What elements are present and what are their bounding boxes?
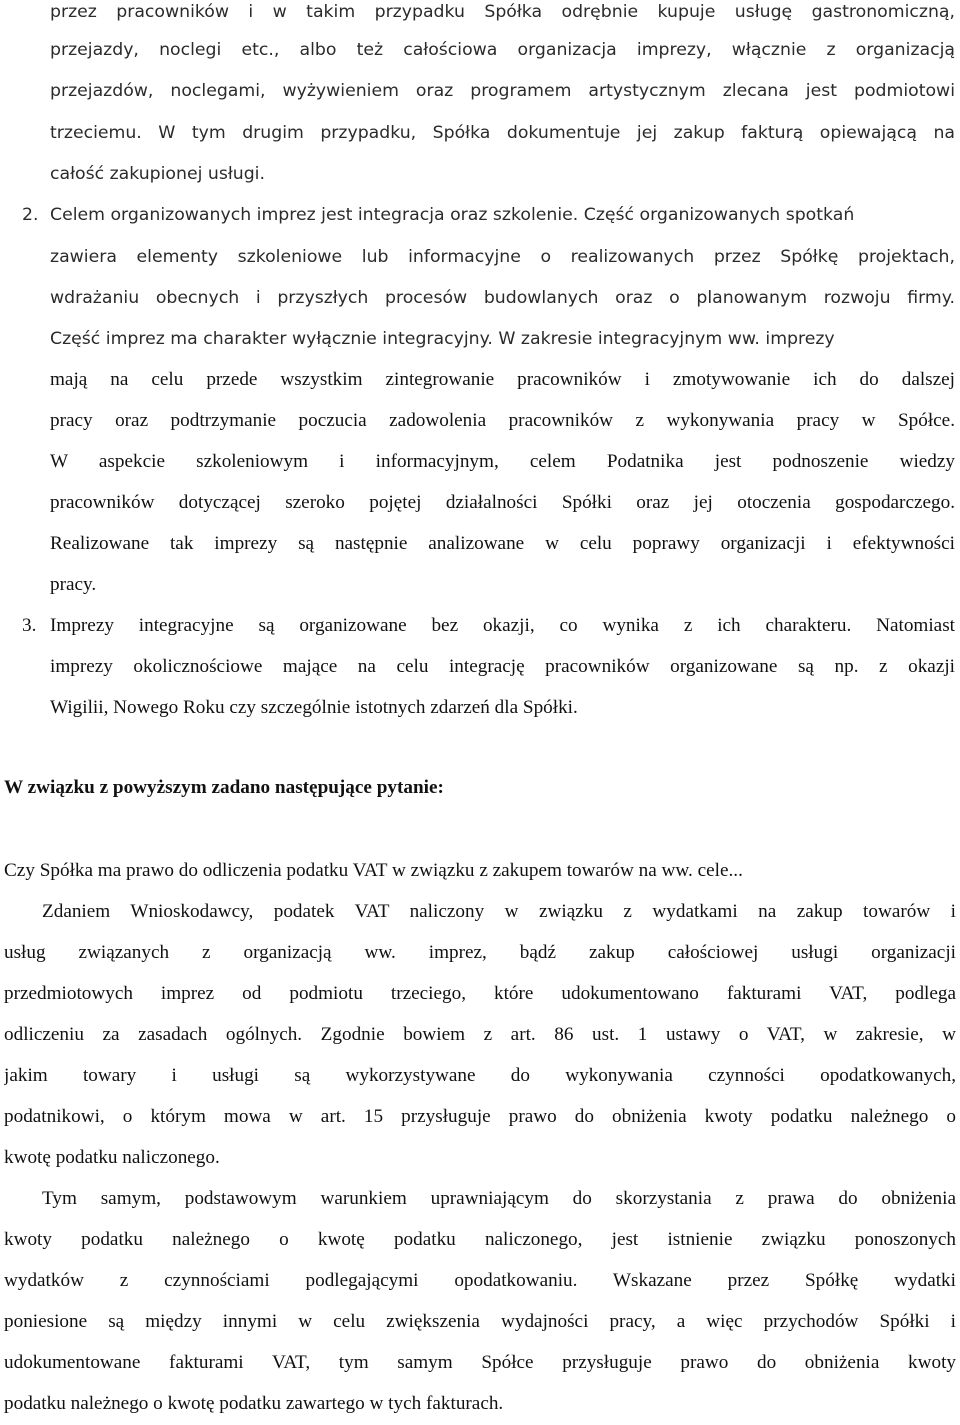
text-line: przejazdy, noclegi etc., albo też całościowa organizacja imprezy, włącznie z organizacją	[50, 40, 955, 60]
text-line: Tym samym, podstawowym warunkiem uprawniającym do skorzystania z prawa do obniżenia	[42, 1188, 956, 1209]
text-line: Realizowane tak imprezy są następnie analizowane w celu poprawy organizacji i efektywności	[50, 533, 955, 554]
text-line: odliczeniu za zasadach ogólnych. Zgodnie bowiem z art. 86 ust. 1 ustawy o VAT, w zakresie, w	[4, 1024, 956, 1045]
text-line: trzeciemu. W tym drugim przypadku, Spółka dokumentuje jej zakup fakturą opiewającą na	[50, 123, 955, 143]
text-line: wdrażaniu obecnych i przyszłych procesów budowlanych oraz o planowanym rozwoju firmy.	[50, 288, 955, 308]
text-line: pracowników dotyczącej szeroko pojętej działalności Spółki oraz jej otoczenia gospodarczego.	[50, 492, 955, 513]
text-line: podatku należnego o kwotę podatku zawartego w tych fakturach.	[4, 1393, 504, 1414]
text-line: jakim towary i usługi są wykorzystywane do wykonywania czynności opodatkowanych,	[4, 1065, 956, 1086]
text-line: Wigilii, Nowego Roku czy szczególnie istotnych zdarzeń dla Spółki.	[50, 697, 578, 718]
text-line: pracy oraz podtrzymanie poczucia zadowolenia pracowników z wykonywania pracy w Spółce.	[50, 410, 955, 431]
text-line: przez pracowników i w takim przypadku Spółka odrębnie kupuje usługę gastronomiczną,	[50, 2, 955, 22]
text-line: Imprezy integracyjne są organizowane bez okazji, co wynika z ich charakteru. Natomiast	[50, 615, 955, 636]
text-line: pracy.	[50, 574, 97, 595]
text-line: wydatków z czynnościami podlegającymi opodatkowaniu. Wskazane przez Spółkę wydatki	[4, 1270, 956, 1291]
text-line: kwoty podatku należnego o kwotę podatku naliczonego, jest istnienie związku ponoszonych	[4, 1229, 956, 1250]
text-line: poniesione są między innymi w celu zwiększenia wydajności pracy, a więc przychodów Spółki i	[4, 1311, 956, 1332]
text-line: kwotę podatku naliczonego.	[4, 1147, 220, 1168]
list-number: 2.	[22, 205, 39, 225]
text-line: Zdaniem Wnioskodawcy, podatek VAT naliczony w związku z wydatkami na zakup towarów i	[42, 901, 956, 922]
text-line: udokumentowane fakturami VAT, tym samym Spółce przysługuje prawo do obniżenia kwoty	[4, 1352, 956, 1373]
text-line: podatnikowi, o którym mowa w art. 15 przysługuje prawo do obniżenia kwoty podatku należnego o	[4, 1106, 956, 1127]
text-line: usług związanych z organizacją ww. imprez, bądź zakup całościowej usługi organizacji	[4, 942, 956, 963]
text-line: imprezy okolicznościowe mające na celu integrację pracowników organizowane są np. z okazji	[50, 656, 955, 677]
text-line: Część imprez ma charakter wyłącznie integracyjny. W zakresie integracyjnym ww. imprezy	[50, 329, 835, 349]
question-text: Czy Spółka ma prawo do odliczenia podatku VAT w związku z zakupem towarów na ww. cele...	[4, 860, 743, 881]
question-heading: W związku z powyższym zadano następujące pytanie:	[4, 777, 444, 798]
text-line: przejazdów, noclegami, wyżywieniem oraz programem artystycznym zlecana jest podmiotowi	[50, 81, 955, 101]
list-number: 3.	[22, 615, 37, 636]
text-line: Celem organizowanych imprez jest integracja oraz szkolenie. Część organizowanych spotkań	[50, 205, 855, 225]
text-line: przedmiotowych imprez od podmiotu trzeciego, które udokumentowano fakturami VAT, podlega	[4, 983, 956, 1004]
text-line: mają na celu przede wszystkim zintegrowanie pracowników i zmotywowanie ich do dalszej	[50, 369, 955, 390]
text-line: zawiera elementy szkoleniowe lub informacyjne o realizowanych przez Spółkę projektach,	[50, 247, 955, 267]
text-line: całość zakupionej usługi.	[50, 164, 265, 184]
text-line: W aspekcie szkoleniowym i informacyjnym, celem Podatnika jest podnoszenie wiedzy	[50, 451, 955, 472]
